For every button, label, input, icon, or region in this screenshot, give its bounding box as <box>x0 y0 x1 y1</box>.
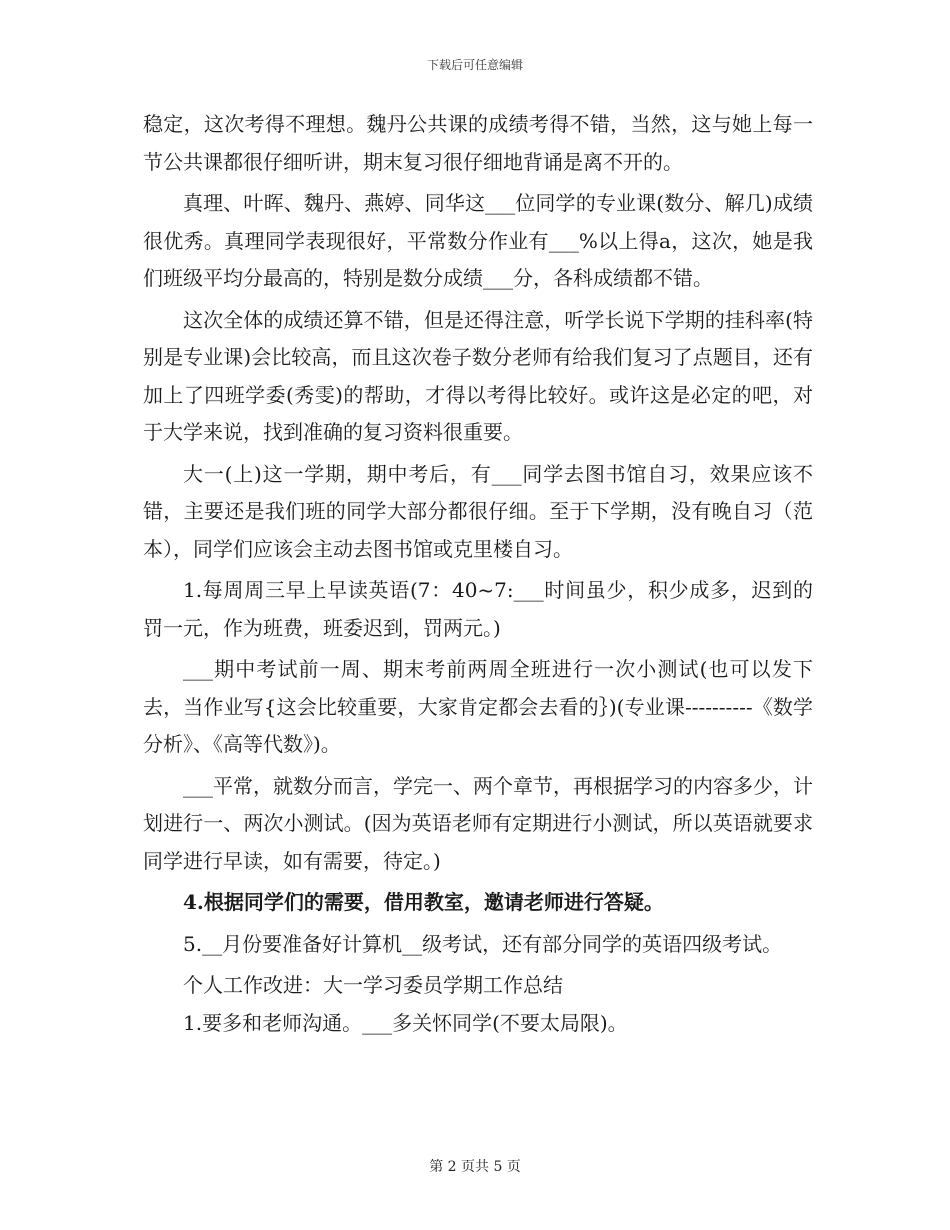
paragraph-4: 大一(上)这一学期，期中考后，有___同学去图书馆自习，效果应该不错，主要还是我们班的同学大部分都很仔细。至于下学期，没有晚自习（范本），同学们应该会主动去图书馆或克里楼自习。 <box>143 461 813 561</box>
paragraph-3: 这次全体的成绩还算不错，但是还得注意，听学长说下学期的挂科率(特别是专业课)会比较高，而且这次卷子数分老师有给我们复习了点题目，还有加上了四班学委(秀雯)的帮助，才得以考得比较好。或许这是必定的吧，对于大学来说，找到准确的复习资料很重要。 <box>143 307 813 444</box>
paragraph-2: 真理、叶晖、魏丹、燕婷、同华这___位同学的专业课(数分、解几)成绩很优秀。真理同学表现很好，平常数分作业有___%以上得a，这次，她是我们班级平均分最高的，特别是数分成绩___分，各科成绩都不错。 <box>143 191 813 290</box>
paragraph-8: 4.根据同学们的需要，借用教室，邀请老师进行答疑。 <box>183 890 664 914</box>
paragraph-5: 1.每周周三早上早读英语(7：40~7:___时间虽少，积少成多，迟到的罚一元，作为班费，班委迟到，罚两元。) <box>143 578 813 640</box>
paragraph-7: ___平常，就数分而言，学完一、两个章节，再根据学习的内容多少，计划进行一、两次小测试。(因为英语老师有定期进行小测试，所以英语就要求同学进行早读，如有需要，待定。) <box>143 773 813 873</box>
page-footer: 第 2 页共 5 页 <box>429 1159 521 1175</box>
paragraph-9: 5.__月份要准备好计算机__级考试，还有部分同学的英语四级考试。 <box>183 931 783 956</box>
paragraph-11: 1.要多和老师沟通。___多关怀同学(不要太局限)。 <box>183 1010 628 1035</box>
page-header: 下载后可任意编辑 <box>426 58 523 72</box>
paragraph-1: 稳定，这次考得不理想。魏丹公共课的成绩考得不错，当然，这与她上每一节公共课都很仔细听讲，期末复习很仔细地背诵是离不开的。 <box>143 112 813 174</box>
paragraph-10: 个人工作改进：大一学习委员学期工作总结 <box>183 973 563 997</box>
paragraph-6: ___期中考试前一周、期末考前两周全班进行一次小测试(也可以发下去，当作业写{这会比较重要，大家肯定都会去看的｝)(专业课----------《数学分析》、《高等代数》)。 <box>143 657 813 756</box>
document-body <box>143 106 813 1042</box>
